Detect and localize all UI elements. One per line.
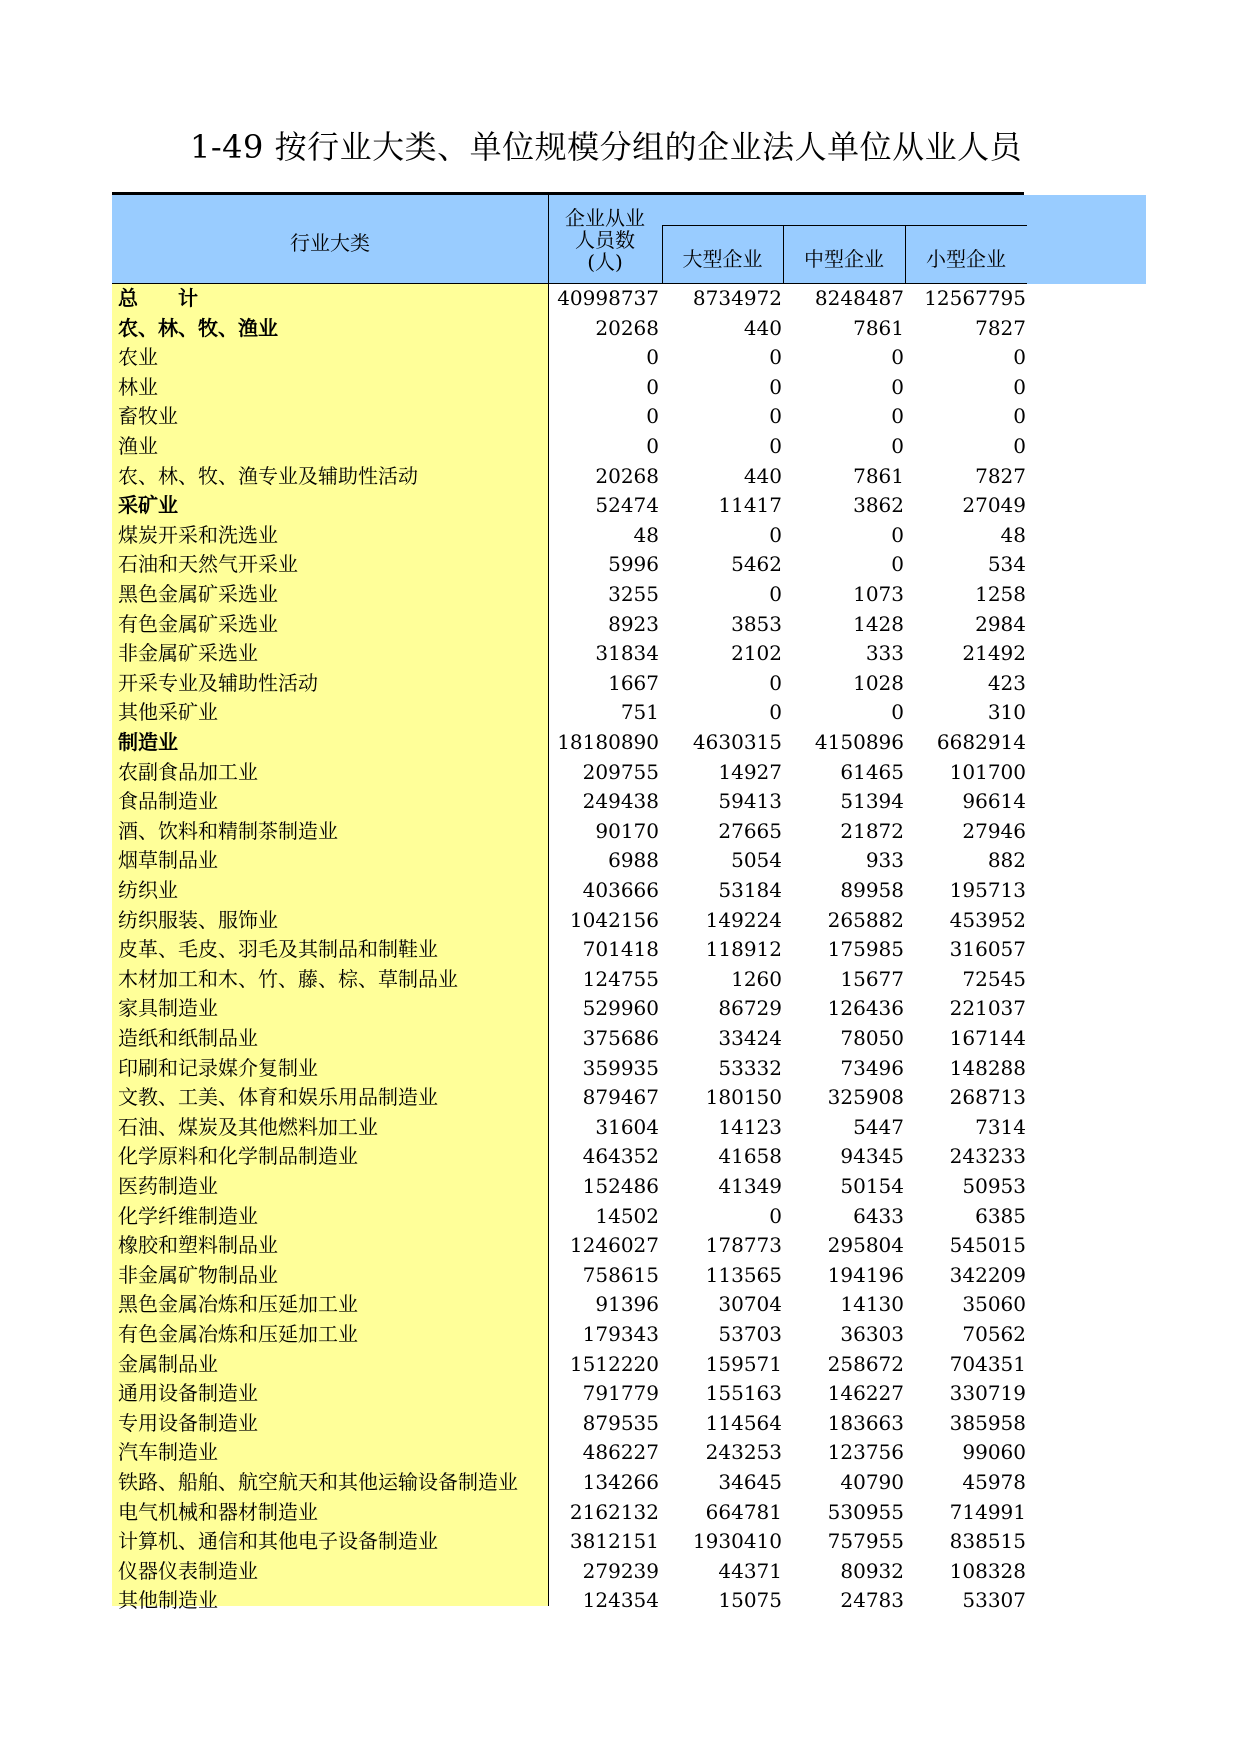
cell-large: 0	[769, 582, 782, 606]
table-row	[112, 1379, 1027, 1409]
table-row	[112, 1498, 1027, 1528]
header-industry: 行业大类	[290, 231, 370, 255]
cell-large: 0	[769, 374, 782, 399]
cell-medium: 175985	[827, 937, 904, 962]
cell-total: 31604	[595, 1114, 659, 1139]
cell-small: 2984	[975, 611, 1026, 636]
cell-large: 440	[743, 463, 782, 488]
cell-medium: 0	[891, 700, 904, 725]
row-industry-name: 金属制品业	[118, 1351, 218, 1376]
row-industry-name: 其他采矿业	[118, 700, 218, 725]
table-row	[112, 1202, 1027, 1232]
cell-medium: 94345	[840, 1144, 904, 1169]
table-row	[112, 965, 1027, 995]
row-industry-name: 农副食品加工业	[118, 759, 258, 784]
cell-total: 91396	[595, 1292, 659, 1317]
cell-medium: 0	[891, 434, 904, 458]
cell-total: 134266	[582, 1470, 659, 1494]
cell-small: 342209	[949, 1262, 1026, 1287]
cell-medium: 123756	[827, 1440, 904, 1465]
cell-total: 758615	[582, 1262, 659, 1287]
row-industry-name: 化学纤维制造业	[118, 1203, 258, 1228]
cell-large: 5054	[731, 848, 782, 873]
table-row	[112, 639, 1027, 669]
cell-medium: 14130	[840, 1292, 904, 1317]
row-industry-name: 制造业	[118, 730, 178, 754]
cell-medium: 4150896	[814, 730, 904, 754]
table-row	[112, 876, 1027, 906]
row-industry-name: 化学原料和化学制品制造业	[118, 1144, 358, 1169]
cell-medium: 8248487	[814, 286, 904, 310]
cell-large: 15075	[718, 1588, 782, 1613]
cell-small: 453952	[949, 907, 1026, 932]
cell-large: 2102	[731, 641, 782, 666]
table-row	[112, 1054, 1027, 1084]
row-industry-name: 皮革、毛皮、羽毛及其制品和制鞋业	[118, 937, 438, 962]
cell-large: 59413	[718, 789, 782, 814]
row-industry-name: 食品制造业	[118, 789, 218, 814]
cell-large: 0	[769, 670, 782, 695]
cell-medium: 0	[891, 404, 904, 429]
cell-medium: 1073	[853, 582, 904, 606]
cell-medium: 5447	[853, 1114, 904, 1139]
cell-small: 6682914	[936, 730, 1026, 754]
cell-small: 45978	[962, 1470, 1026, 1494]
cell-large: 1930410	[692, 1529, 782, 1554]
cell-large: 664781	[705, 1499, 782, 1524]
row-industry-name: 农业	[118, 345, 158, 370]
cell-medium: 325908	[827, 1085, 904, 1110]
cell-medium: 0	[891, 345, 904, 370]
cell-medium: 1028	[853, 670, 904, 695]
table-row	[112, 1468, 1027, 1498]
table-row	[112, 1438, 1027, 1468]
table-row	[112, 550, 1027, 580]
row-industry-name: 汽车制造业	[118, 1440, 218, 1465]
cell-total: 751	[620, 700, 659, 725]
cell-total: 52474	[595, 493, 659, 518]
cell-small: 148288	[949, 1055, 1026, 1080]
row-industry-name: 通用设备制造业	[118, 1381, 258, 1406]
cell-total: 20268	[595, 315, 659, 340]
row-industry-name: 橡胶和塑料制品业	[118, 1233, 278, 1258]
cell-medium: 15677	[840, 966, 904, 991]
table-row	[112, 491, 1027, 521]
header-medium: 中型企业	[804, 247, 884, 271]
cell-total: 0	[646, 374, 659, 399]
cell-total: 279239	[582, 1558, 659, 1583]
cell-medium: 530955	[827, 1499, 904, 1524]
row-industry-name: 造纸和纸制品业	[118, 1026, 258, 1050]
cell-medium: 933	[865, 848, 904, 873]
cell-total: 90170	[595, 818, 659, 843]
table-row	[112, 373, 1027, 403]
row-industry-name: 渔业	[118, 434, 158, 458]
cell-total: 1512220	[569, 1351, 659, 1376]
cell-medium: 265882	[827, 907, 904, 932]
cell-large: 41658	[718, 1144, 782, 1169]
cell-small: 12567795	[924, 286, 1026, 310]
cell-medium: 24783	[840, 1588, 904, 1613]
row-industry-name: 电气机械和器材制造业	[118, 1499, 318, 1524]
cell-total: 529960	[582, 996, 659, 1021]
row-industry-name: 采矿业	[118, 493, 178, 518]
cell-medium: 50154	[840, 1174, 904, 1198]
cell-total: 359935	[582, 1055, 659, 1080]
cell-total: 8923	[608, 611, 659, 636]
cell-small: 27049	[962, 493, 1026, 518]
row-industry-name: 文教、工美、体育和娱乐用品制造业	[118, 1085, 438, 1110]
cell-large: 41349	[718, 1174, 782, 1198]
cell-large: 180150	[705, 1085, 782, 1110]
cell-total: 5996	[608, 552, 659, 577]
cell-medium: 295804	[827, 1233, 904, 1258]
cell-small: 316057	[949, 937, 1026, 962]
cell-total: 0	[646, 434, 659, 458]
cell-medium: 61465	[840, 759, 904, 784]
cell-small: 48	[1000, 522, 1026, 547]
cell-large: 1260	[731, 966, 782, 991]
cell-large: 0	[769, 700, 782, 725]
cell-medium: 333	[865, 641, 904, 666]
cell-total: 879467	[582, 1085, 659, 1110]
cell-small: 0	[1013, 404, 1026, 429]
table-row	[112, 669, 1027, 699]
table-title: 1-49 按行业大类、单位规模分组的企业法人单位从业人员	[190, 128, 1023, 166]
cell-total: 464352	[582, 1144, 659, 1169]
cell-total: 0	[646, 345, 659, 370]
table-row	[112, 787, 1027, 817]
cell-large: 5462	[731, 552, 782, 577]
cell-large: 4630315	[692, 730, 782, 754]
row-industry-name: 仪器仪表制造业	[118, 1558, 258, 1583]
table-row	[112, 758, 1027, 788]
cell-small: 0	[1013, 374, 1026, 399]
header-divider	[662, 225, 663, 284]
cell-medium: 73496	[840, 1055, 904, 1080]
cell-small: 21492	[962, 641, 1026, 666]
cell-small: 1258	[975, 582, 1026, 606]
cell-large: 0	[769, 404, 782, 429]
cell-medium: 757955	[827, 1529, 904, 1554]
cell-medium: 80932	[840, 1558, 904, 1583]
cell-small: 704351	[949, 1351, 1026, 1376]
cell-large: 11417	[718, 493, 782, 518]
cell-total: 20268	[595, 463, 659, 488]
table-row	[112, 402, 1027, 432]
cell-large: 30704	[718, 1292, 782, 1317]
row-industry-name: 农、林、牧、渔专业及辅助性活动	[118, 463, 418, 488]
cell-small: 7827	[975, 315, 1026, 340]
table-row	[112, 1024, 1027, 1054]
header-divider	[783, 225, 784, 284]
row-industry-name: 有色金属冶炼和压延加工业	[118, 1322, 358, 1346]
cell-total: 31834	[595, 641, 659, 666]
cell-total: 701418	[582, 937, 659, 962]
header-small: 小型企业	[926, 247, 1006, 271]
table-row	[112, 817, 1027, 847]
cell-large: 44371	[718, 1558, 782, 1583]
table-row	[112, 698, 1027, 728]
cell-large: 14927	[718, 759, 782, 784]
cell-small: 545015	[949, 1233, 1026, 1258]
table-row	[112, 1409, 1027, 1439]
cell-small: 99060	[962, 1440, 1026, 1465]
row-industry-name: 烟草制品业	[118, 848, 218, 873]
table-row	[112, 1557, 1027, 1587]
cell-medium: 126436	[827, 996, 904, 1021]
table-row	[112, 1527, 1027, 1557]
cell-large: 114564	[705, 1410, 782, 1435]
cell-total: 179343	[582, 1322, 659, 1346]
cell-small: 534	[987, 552, 1026, 577]
header-total-line3: (人)	[587, 250, 623, 274]
cell-small: 882	[987, 848, 1026, 873]
table-row	[112, 284, 1027, 314]
table-row	[112, 1586, 1027, 1616]
cell-small: 268713	[949, 1085, 1026, 1110]
cell-large: 149224	[705, 907, 782, 932]
row-industry-name: 有色金属矿采选业	[118, 611, 278, 636]
row-industry-name: 其他制造业	[118, 1588, 218, 1613]
cell-total: 0	[646, 404, 659, 429]
cell-total: 48	[633, 522, 659, 547]
cell-small: 108328	[949, 1558, 1026, 1583]
row-industry-name: 石油、煤炭及其他燃料加工业	[118, 1114, 378, 1139]
cell-medium: 78050	[840, 1026, 904, 1050]
table-row	[112, 935, 1027, 965]
table-row	[112, 728, 1027, 758]
header-divider	[905, 225, 906, 284]
cell-large: 113565	[705, 1262, 782, 1287]
cell-large: 53184	[718, 878, 782, 902]
row-industry-name: 酒、饮料和精制茶制造业	[118, 818, 338, 843]
cell-small: 0	[1013, 434, 1026, 458]
cell-total: 486227	[582, 1440, 659, 1465]
cell-large: 178773	[705, 1233, 782, 1258]
table-row	[112, 1142, 1027, 1172]
row-industry-name: 总 计	[118, 286, 198, 310]
table-header	[112, 195, 1146, 284]
cell-small: 6385	[975, 1203, 1026, 1228]
cell-large: 3853	[731, 611, 782, 636]
row-industry-name: 专用设备制造业	[118, 1410, 258, 1435]
cell-medium: 3862	[853, 493, 904, 518]
row-industry-name: 印刷和记录媒介复制业	[118, 1055, 318, 1080]
cell-total: 6988	[608, 848, 659, 873]
row-industry-name: 林业	[118, 374, 158, 399]
header-total-line1: 企业从业	[565, 206, 645, 230]
cell-small: 330719	[949, 1381, 1026, 1406]
cell-medium: 258672	[827, 1351, 904, 1376]
cell-total: 152486	[582, 1174, 659, 1198]
cell-small: 27946	[962, 818, 1026, 843]
cell-total: 1667	[608, 670, 659, 695]
table-row	[112, 1083, 1027, 1113]
table-row	[112, 610, 1027, 640]
row-industry-name: 农、林、牧、渔业	[118, 315, 278, 340]
cell-medium: 0	[891, 552, 904, 577]
cell-small: 423	[987, 670, 1026, 695]
cell-small: 221037	[949, 996, 1026, 1021]
row-industry-name: 非金属矿采选业	[118, 641, 258, 666]
table-row	[112, 580, 1027, 610]
table-row	[112, 846, 1027, 876]
cell-large: 0	[769, 522, 782, 547]
row-industry-name: 铁路、船舶、航空航天和其他运输设备制造业	[118, 1470, 518, 1494]
cell-large: 243253	[705, 1440, 782, 1465]
table-row	[112, 521, 1027, 551]
table-row	[112, 462, 1027, 492]
cell-small: 0	[1013, 345, 1026, 370]
cell-large: 27665	[718, 818, 782, 843]
table-row	[112, 994, 1027, 1024]
row-industry-name: 医药制造业	[118, 1174, 218, 1198]
cell-total: 18180890	[557, 730, 659, 754]
row-industry-name: 纺织业	[118, 878, 178, 902]
cell-medium: 1428	[853, 611, 904, 636]
cell-total: 1042156	[569, 907, 659, 932]
cell-small: 70562	[962, 1322, 1026, 1346]
cell-large: 53703	[718, 1322, 782, 1346]
cell-small: 714991	[949, 1499, 1026, 1524]
table-row	[112, 1350, 1027, 1380]
row-industry-name: 石油和天然气开采业	[118, 552, 298, 577]
cell-medium: 0	[891, 522, 904, 547]
header-total-line2: 人员数	[575, 228, 635, 252]
cell-large: 159571	[705, 1351, 782, 1376]
table-row	[112, 432, 1027, 462]
cell-total: 124354	[582, 1588, 659, 1613]
row-industry-name: 畜牧业	[118, 404, 178, 429]
cell-medium: 40790	[840, 1470, 904, 1494]
table-row	[112, 1290, 1027, 1320]
cell-small: 310	[987, 700, 1026, 725]
table-row	[112, 314, 1027, 344]
row-industry-name: 木材加工和木、竹、藤、棕、草制品业	[118, 966, 458, 991]
cell-medium: 6433	[853, 1203, 904, 1228]
row-industry-name: 计算机、通信和其他电子设备制造业	[118, 1529, 438, 1554]
row-industry-name: 家具制造业	[118, 996, 218, 1021]
cell-total: 209755	[582, 759, 659, 784]
cell-medium: 194196	[827, 1262, 904, 1287]
cell-total: 375686	[582, 1026, 659, 1050]
cell-small: 838515	[949, 1529, 1026, 1554]
header-total	[548, 207, 662, 273]
cell-medium: 146227	[827, 1381, 904, 1406]
cell-medium: 7861	[853, 315, 904, 340]
cell-total: 40998737	[557, 286, 659, 310]
cell-total: 879535	[582, 1410, 659, 1435]
cell-medium: 51394	[840, 789, 904, 814]
cell-total: 1246027	[569, 1233, 659, 1258]
table-row	[112, 906, 1027, 936]
row-industry-name: 开采专业及辅助性活动	[118, 670, 318, 695]
cell-total: 249438	[582, 789, 659, 814]
cell-large: 0	[769, 345, 782, 370]
cell-total: 2162132	[569, 1499, 659, 1524]
cell-large: 33424	[718, 1026, 782, 1050]
cell-small: 35060	[962, 1292, 1026, 1317]
cell-small: 7314	[975, 1114, 1026, 1139]
cell-large: 0	[769, 434, 782, 458]
cell-total: 3812151	[569, 1529, 659, 1554]
row-industry-name: 黑色金属矿采选业	[118, 582, 278, 606]
cell-medium: 36303	[840, 1322, 904, 1346]
cell-large: 440	[743, 315, 782, 340]
table-row	[112, 1261, 1027, 1291]
cell-total: 124755	[582, 966, 659, 991]
cell-medium: 7861	[853, 463, 904, 488]
cell-small: 96614	[962, 789, 1026, 814]
cell-large: 0	[769, 1203, 782, 1228]
header-divider	[548, 195, 549, 284]
cell-small: 50953	[962, 1174, 1026, 1198]
cell-total: 3255	[608, 582, 659, 606]
cell-large: 14123	[718, 1114, 782, 1139]
table-row	[112, 1113, 1027, 1143]
cell-large: 34645	[718, 1470, 782, 1494]
cell-total: 14502	[595, 1203, 659, 1228]
cell-small: 385958	[949, 1410, 1026, 1435]
table-row	[112, 1172, 1027, 1202]
header-large: 大型企业	[682, 247, 763, 271]
cell-medium: 183663	[827, 1410, 904, 1435]
cell-small: 167144	[949, 1026, 1026, 1050]
cell-small: 53307	[962, 1588, 1026, 1613]
table-row	[112, 343, 1027, 373]
cell-small: 7827	[975, 463, 1026, 488]
cell-medium: 21872	[840, 818, 904, 843]
cell-large: 53332	[718, 1055, 782, 1080]
row-industry-name: 纺织服装、服饰业	[118, 907, 278, 932]
row-industry-name: 煤炭开采和洗选业	[118, 522, 278, 547]
header-subrule	[662, 225, 1027, 226]
cell-medium: 0	[891, 374, 904, 399]
cell-large: 86729	[718, 996, 782, 1021]
cell-total: 403666	[582, 878, 659, 902]
cell-small: 195713	[949, 878, 1026, 902]
row-industry-name: 黑色金属冶炼和压延加工业	[118, 1292, 358, 1317]
cell-large: 155163	[705, 1381, 782, 1406]
cell-small: 101700	[949, 759, 1026, 784]
table-row	[112, 1231, 1027, 1261]
cell-small: 72545	[962, 966, 1026, 991]
row-industry-name: 非金属矿物制品业	[118, 1262, 278, 1287]
cell-small: 243233	[949, 1144, 1026, 1169]
cell-large: 8734972	[692, 286, 782, 310]
cell-medium: 89958	[840, 878, 904, 902]
cell-total: 791779	[582, 1381, 659, 1406]
table-row	[112, 1320, 1027, 1350]
cell-large: 118912	[705, 937, 782, 962]
